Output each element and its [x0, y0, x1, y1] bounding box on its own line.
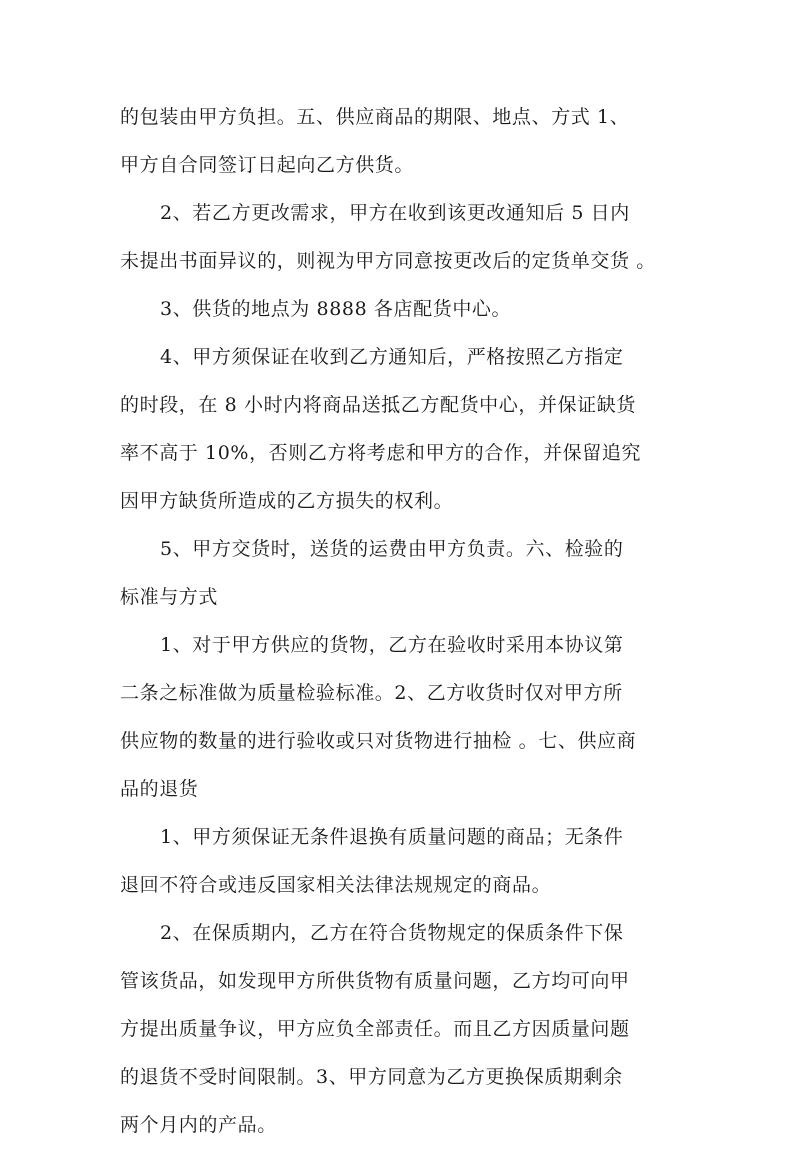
text-line: 的时段，在 8 小时内将商品送抵乙方配货中心，并保证缺货 [120, 394, 636, 416]
document-body [120, 99, 678, 1155]
text-line: 两个月内的产品。 [120, 1114, 277, 1136]
text-line: 2、在保质期内，乙方在符合货物规定的保质条件下保 [160, 922, 624, 944]
text-line: 3、供货的地点为 8888 各店配货中心。 [160, 298, 512, 320]
text-line: 退回不符合或违反国家相关法律法规规定的商品。 [120, 874, 552, 896]
text-line: 品的退货 [120, 778, 199, 800]
text-line: 1、甲方须保证无条件退换有质量问题的商品；无条件 [160, 826, 624, 848]
text-line: 1、对于甲方供应的货物，乙方在验收时采用本协议第 [160, 634, 624, 656]
text-line: 标准与方式 [120, 586, 219, 608]
text-line: 率不高于 10%，否则乙方将考虑和甲方的合作，并保留追究 [120, 442, 642, 464]
text-line: 管该货品，如发现甲方所供货物有质量问题，乙方均可向甲 [120, 970, 630, 992]
text-line: 的退货不受时间限制。3、甲方同意为乙方更换保质期剩余 [120, 1066, 623, 1088]
text-line: 二条之标准做为质量检验标准。2、乙方收货时仅对甲方所 [120, 682, 623, 704]
text-line: 4、甲方须保证在收到乙方通知后，严格按照乙方指定 [160, 346, 624, 368]
text-line: 的包装由甲方负担。五、供应商品的期限、地点、方式 1、 [120, 106, 630, 128]
text-line: 因甲方缺货所造成的乙方损失的权利。 [120, 490, 454, 512]
text-line: 供应物的数量的进行验收或只对货物进行抽检 。七、供应商 [120, 730, 637, 752]
text-line: 方提出质量争议，甲方应负全部责任。而且乙方因质量问题 [120, 1018, 630, 1040]
text-line: 未提出书面异议的，则视为甲方同意按更改后的定货单交货 。 [120, 250, 656, 272]
text-line: 2、若乙方更改需求，甲方在收到该更改通知后 5 日内 [160, 202, 630, 224]
text-line: 甲方自合同签订日起向乙方供货。 [120, 154, 415, 176]
text-line: 5、甲方交货时，送货的运费由甲方负责。六、检验的 [160, 538, 624, 560]
